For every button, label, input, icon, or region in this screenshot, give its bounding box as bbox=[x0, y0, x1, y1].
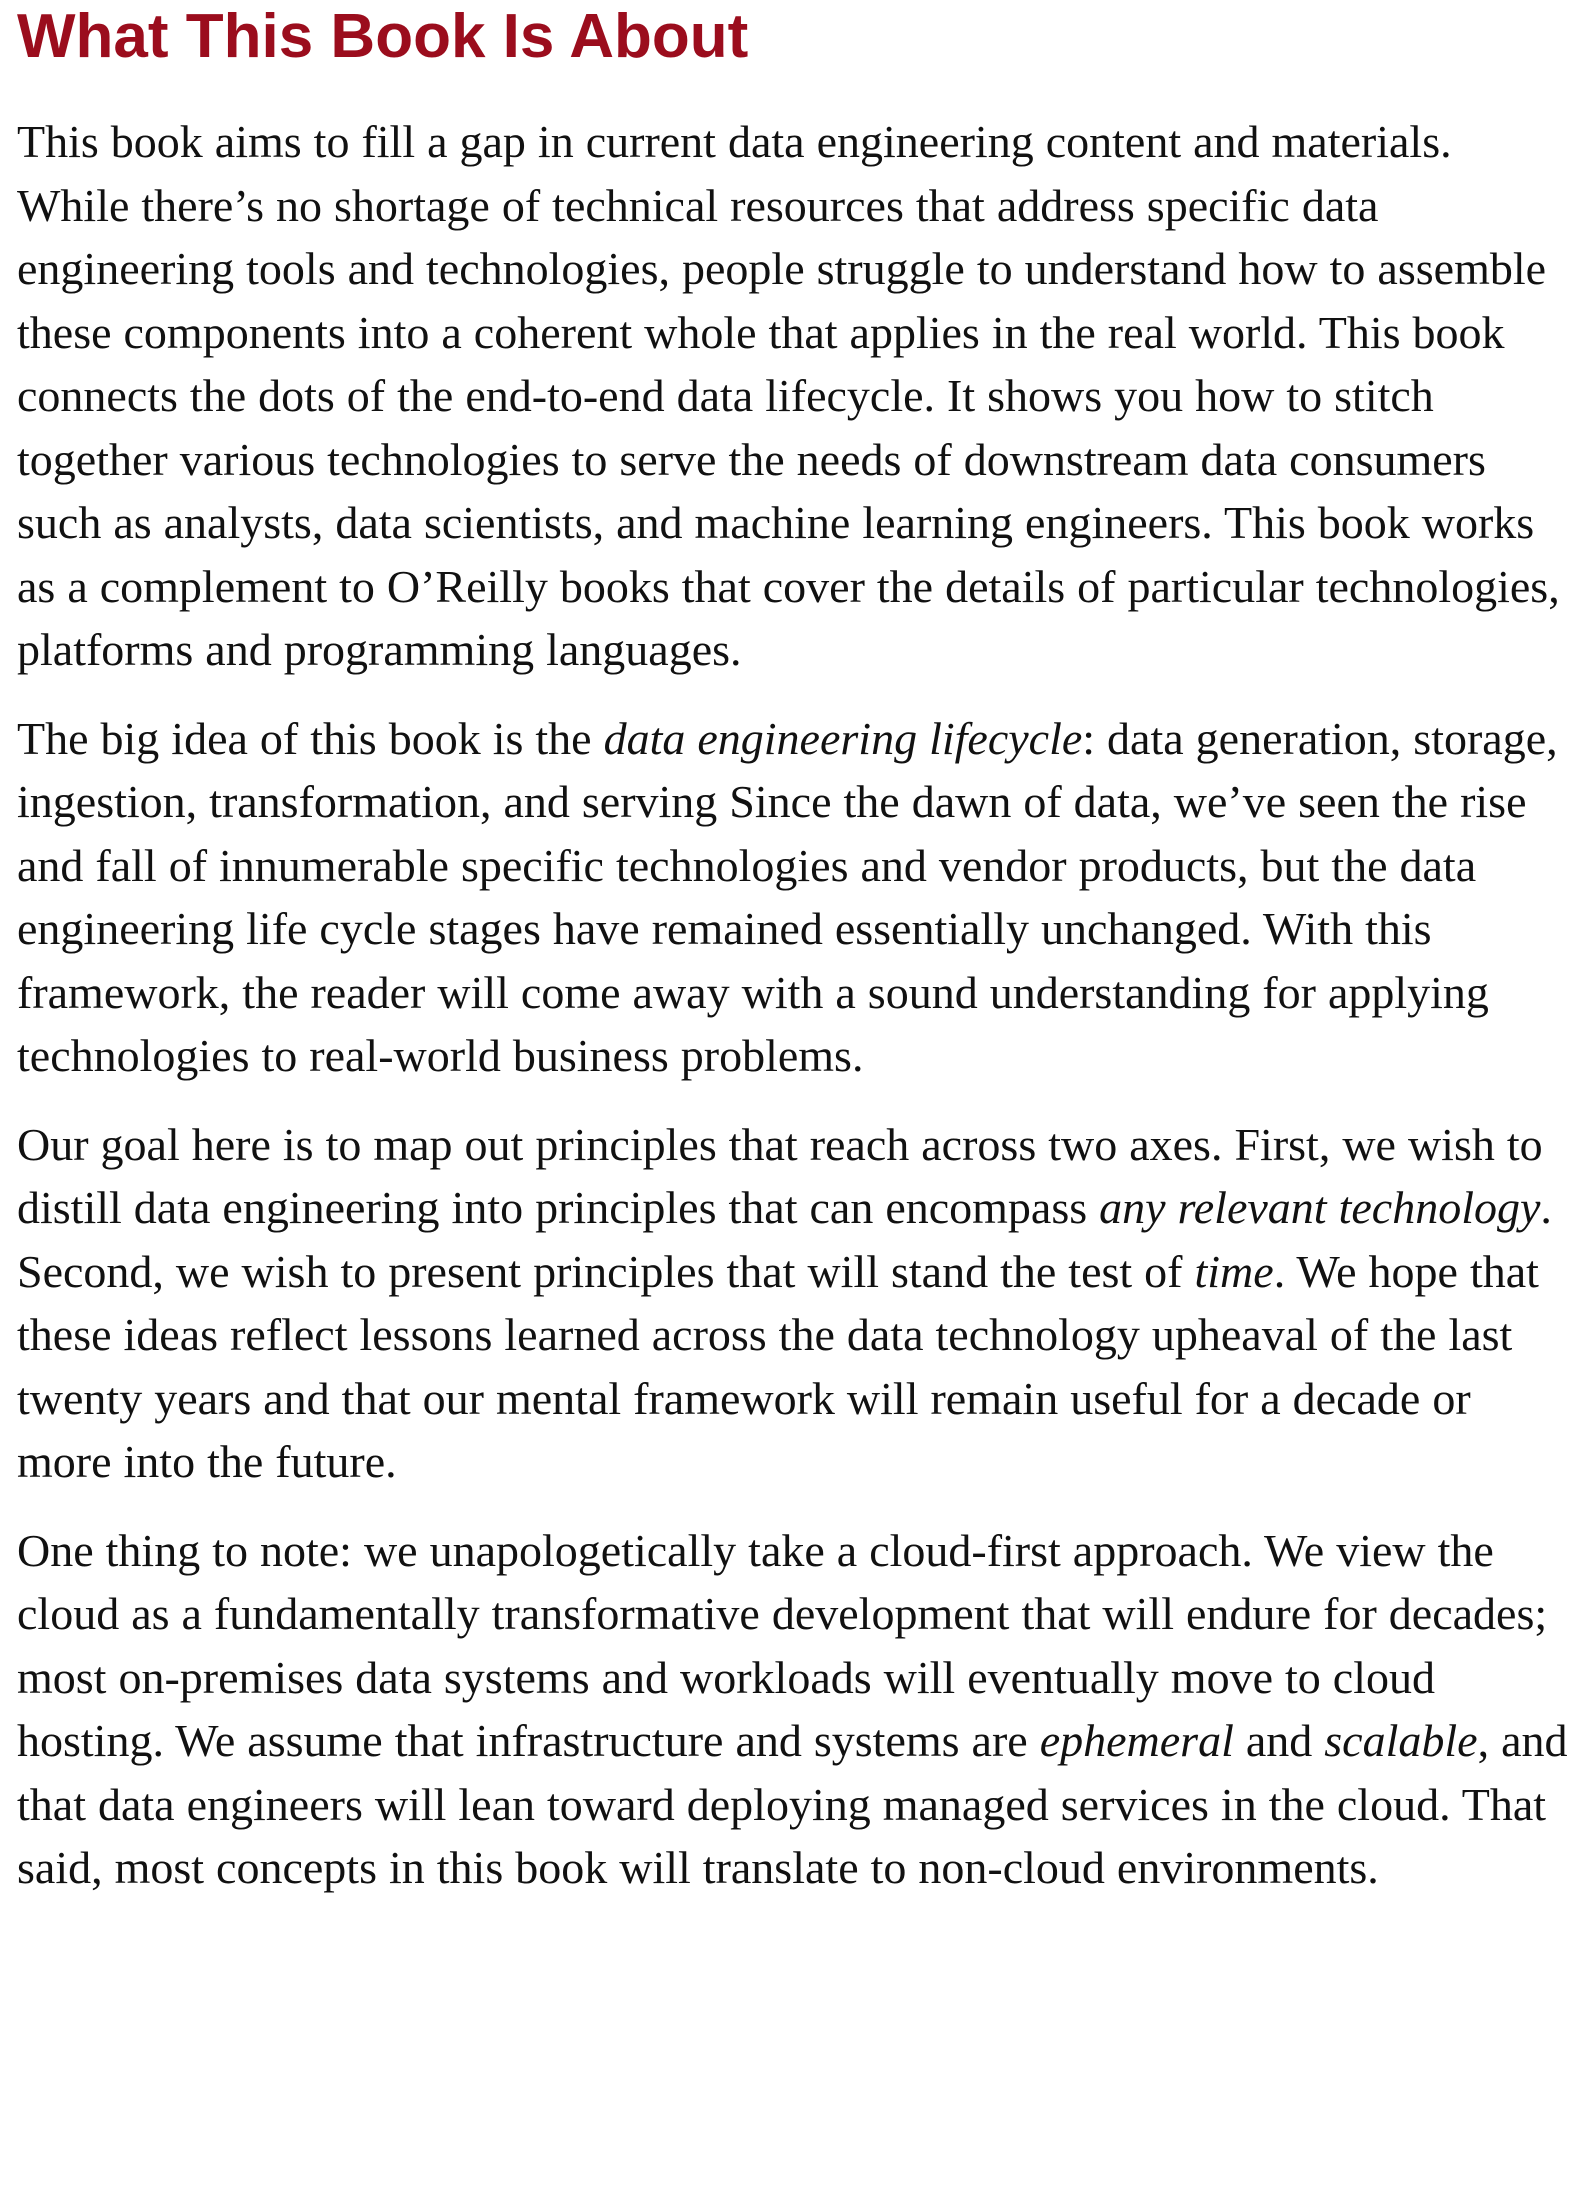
paragraph-2-text-a: The big idea of this book is the bbox=[17, 712, 604, 764]
paragraph-4-emphasis-1: ephemeral bbox=[1039, 1715, 1234, 1766]
paragraph-4 bbox=[17, 1519, 1569, 1900]
paragraph-2 bbox=[17, 707, 1569, 1088]
book-page bbox=[0, 2, 1589, 2202]
paragraph-3-emphasis-2: time bbox=[1194, 1245, 1274, 1297]
paragraph-3-text-b: . Second, we wish to present principles that will stand the test of bbox=[17, 1182, 1552, 1297]
section-heading: What This Book Is About bbox=[17, 2, 749, 71]
paragraph-1-text: This book aims to fill a gap in current data engineering content and materials. While there’s no shortage of technical resources that address specific data engineering tools and technologies, people struggle to understand how to assemble these components into a coherent whole that applies in the real world. This book connects the dots of the end-to-end data lifecycle. It shows you how to stitch together various technologies to serve the needs of downstream data consumers such as analysts, data scientists, and machine learning engineers. This book works as a complement to O’Reilly books that cover the details of particular technologies, platforms and programming languages. bbox=[17, 116, 1560, 675]
paragraph-3-text-c: . We hope that these ideas reflect lessons learned across the data technology upheaval of the last twenty years and that our mental framework will remain useful for a decade or more into the future. bbox=[17, 1245, 1539, 1487]
paragraph-3-emphasis-1: any relevant technology bbox=[1099, 1182, 1541, 1233]
paragraph-3 bbox=[17, 1113, 1569, 1494]
paragraph-1 bbox=[17, 110, 1569, 682]
paragraph-2-text-b: : data generation, storage, ingestion, transformation, and serving Since the dawn of data, we’ve seen the rise and fall of innumerable specific technologies and vendor products, but the data engineering life cycle stages have remained essentially unchanged. With this framework, the reader will come away with a sound understanding for applying technologies to real-world business problems. bbox=[17, 712, 1558, 1081]
paragraph-2-emphasis: data engineering lifecycle bbox=[603, 712, 1083, 764]
paragraph-3-text-a: Our goal here is to map out principles that reach across two axes. First, we wish to distill data engineering into principles that can encompass bbox=[17, 1118, 1543, 1233]
paragraph-4-emphasis-2: scalable bbox=[1324, 1715, 1478, 1766]
section-body bbox=[17, 110, 1569, 1900]
paragraph-4-text-c: , and that data engineers will lean toward deploying managed services in the cloud. That said, most concepts in this book will translate to non-cloud environments. bbox=[17, 1715, 1568, 1893]
paragraph-4-text-a: One thing to note: we unapologetically take a cloud-first approach. We view the cloud as a fundamentally transformative development that will endure for decades; most on-premises data systems and workloads will eventually move to cloud hosting. We assume that infrastructure and systems are bbox=[17, 1524, 1548, 1766]
paragraph-4-text-b: and bbox=[1233, 1715, 1325, 1766]
